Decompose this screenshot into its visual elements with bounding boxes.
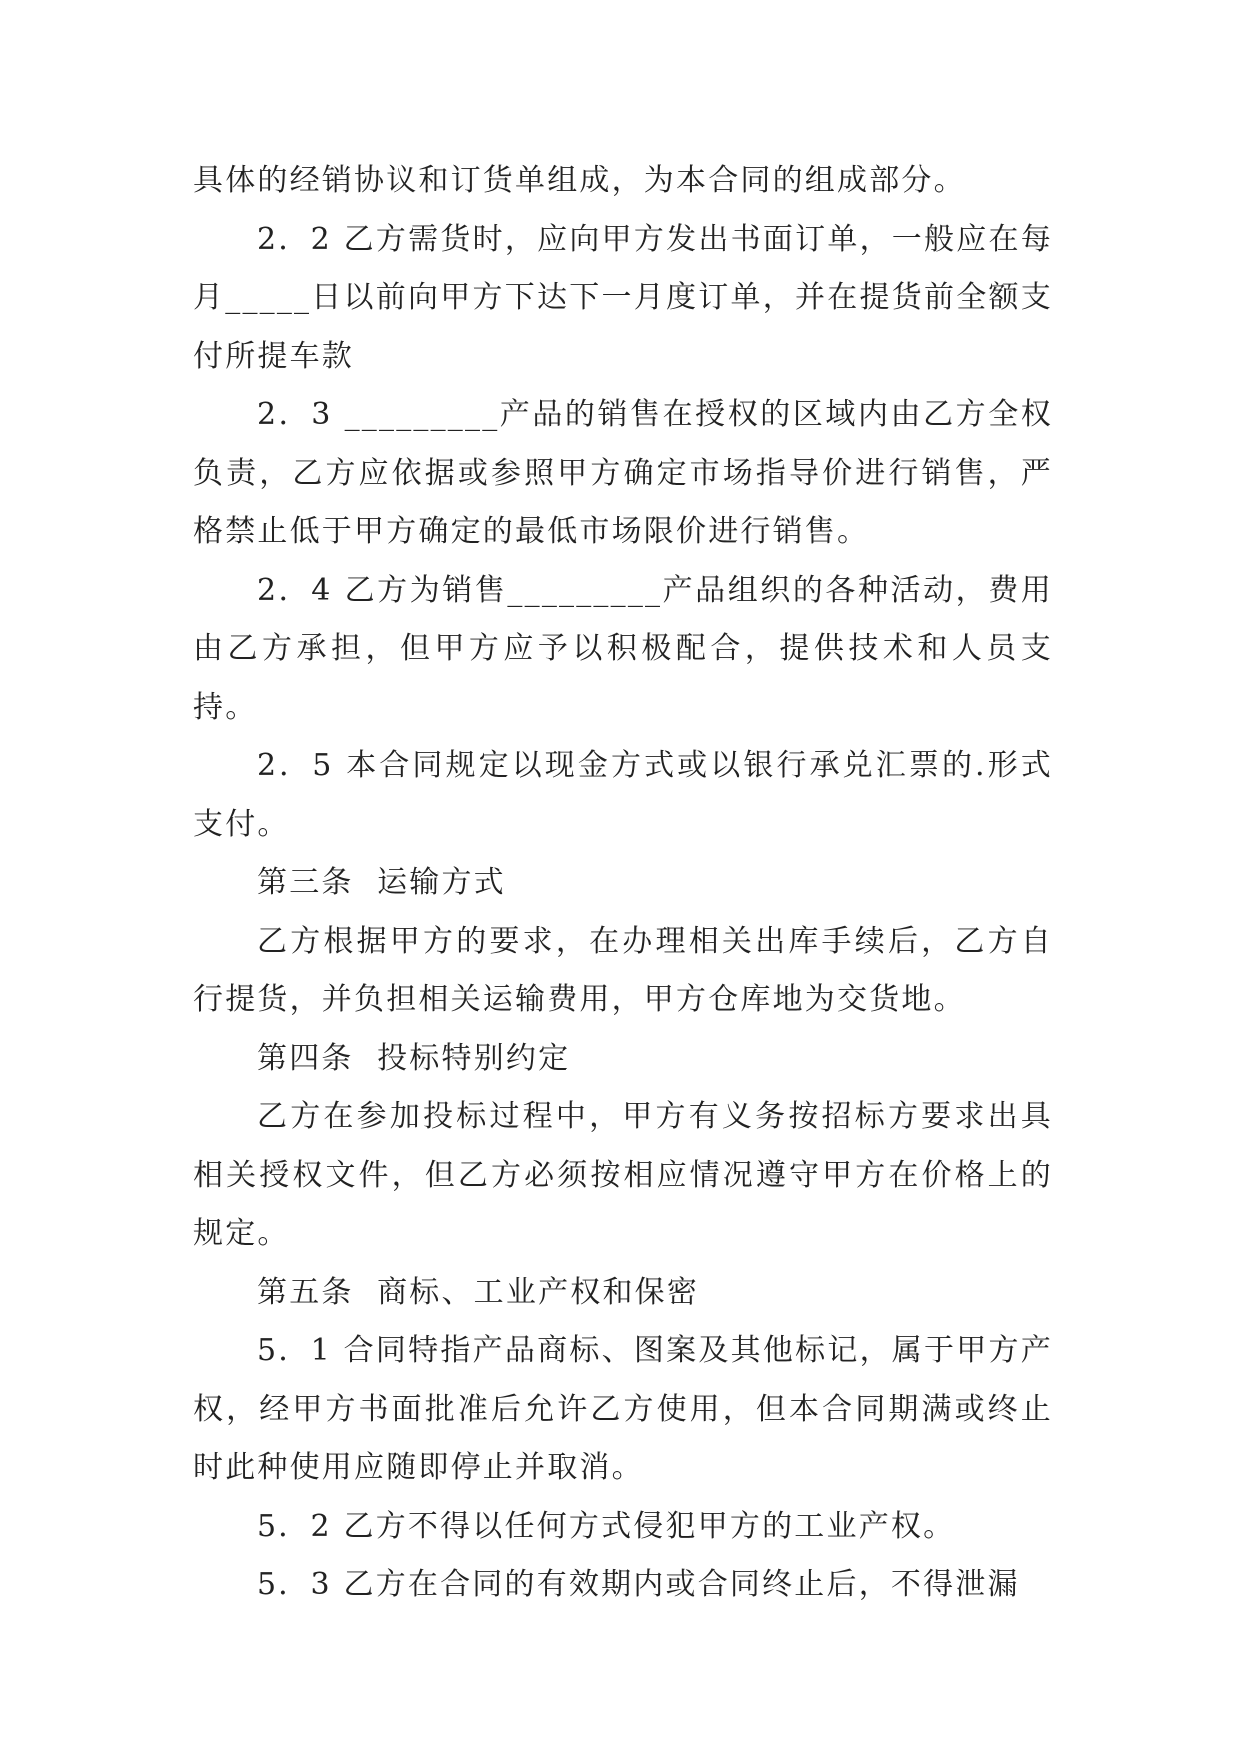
clause-5-1: 5．1 合同特指产品商标、图案及其他标记，属于甲方产权，经甲方书面批准后允许乙方使用，但本合同期满或终止时此种使用应随即停止并取消。 — [193, 1333, 1053, 1485]
article-5-heading: 第五条 商标、工业产权和保密 — [257, 1274, 700, 1310]
clause-2-4: 2．4 乙方为销售_________产品组织的各种活动，费用由乙方承担，但甲方应予以积极配合，提供技术和人员支持。 — [193, 572, 1053, 725]
clause-5-2: 5．2 乙方不得以任何方式侵犯甲方的工业产权。 — [257, 1508, 956, 1544]
clause-2-5: 2．5 本合同规定以现金方式或以银行承兑汇票的.形式支付。 — [193, 748, 1053, 842]
paragraph-continuation: 具体的经销协议和订货单组成，为本合同的组成部分。 — [193, 163, 966, 198]
article-4-body: 乙方在参加投标过程中，甲方有义务按招标方要求出具相关授权文件，但乙方必须按相应情况遵守甲方在价格上的规定。 — [193, 1099, 1053, 1251]
article-3-heading: 第三条 运输方式 — [257, 865, 506, 900]
article-3-body: 乙方根据甲方的要求，在办理相关出库手续后，乙方自行提货，并负担相关运输费用，甲方仓库地为交货地。 — [193, 923, 1053, 1017]
article-4-heading: 第四条 投标特别约定 — [257, 1040, 571, 1076]
document-body — [193, 152, 1053, 1615]
clause-2-3: 2．3 _________产品的销售在授权的区域内由乙方全权负责，乙方应依据或参照甲方确定市场指导价进行销售，严格禁止低于甲方确定的最低市场限价进行销售。 — [193, 397, 1053, 549]
clause-2-2: 2．2 乙方需货时，应向甲方发出书面订单，一般应在每月_____日以前向甲方下达下一月度订单，并在提货前全额支付所提车款 — [193, 221, 1053, 374]
clause-5-3: 5．3 乙方在合同的有效期内或合同终止后，不得泄漏 — [257, 1567, 1020, 1602]
